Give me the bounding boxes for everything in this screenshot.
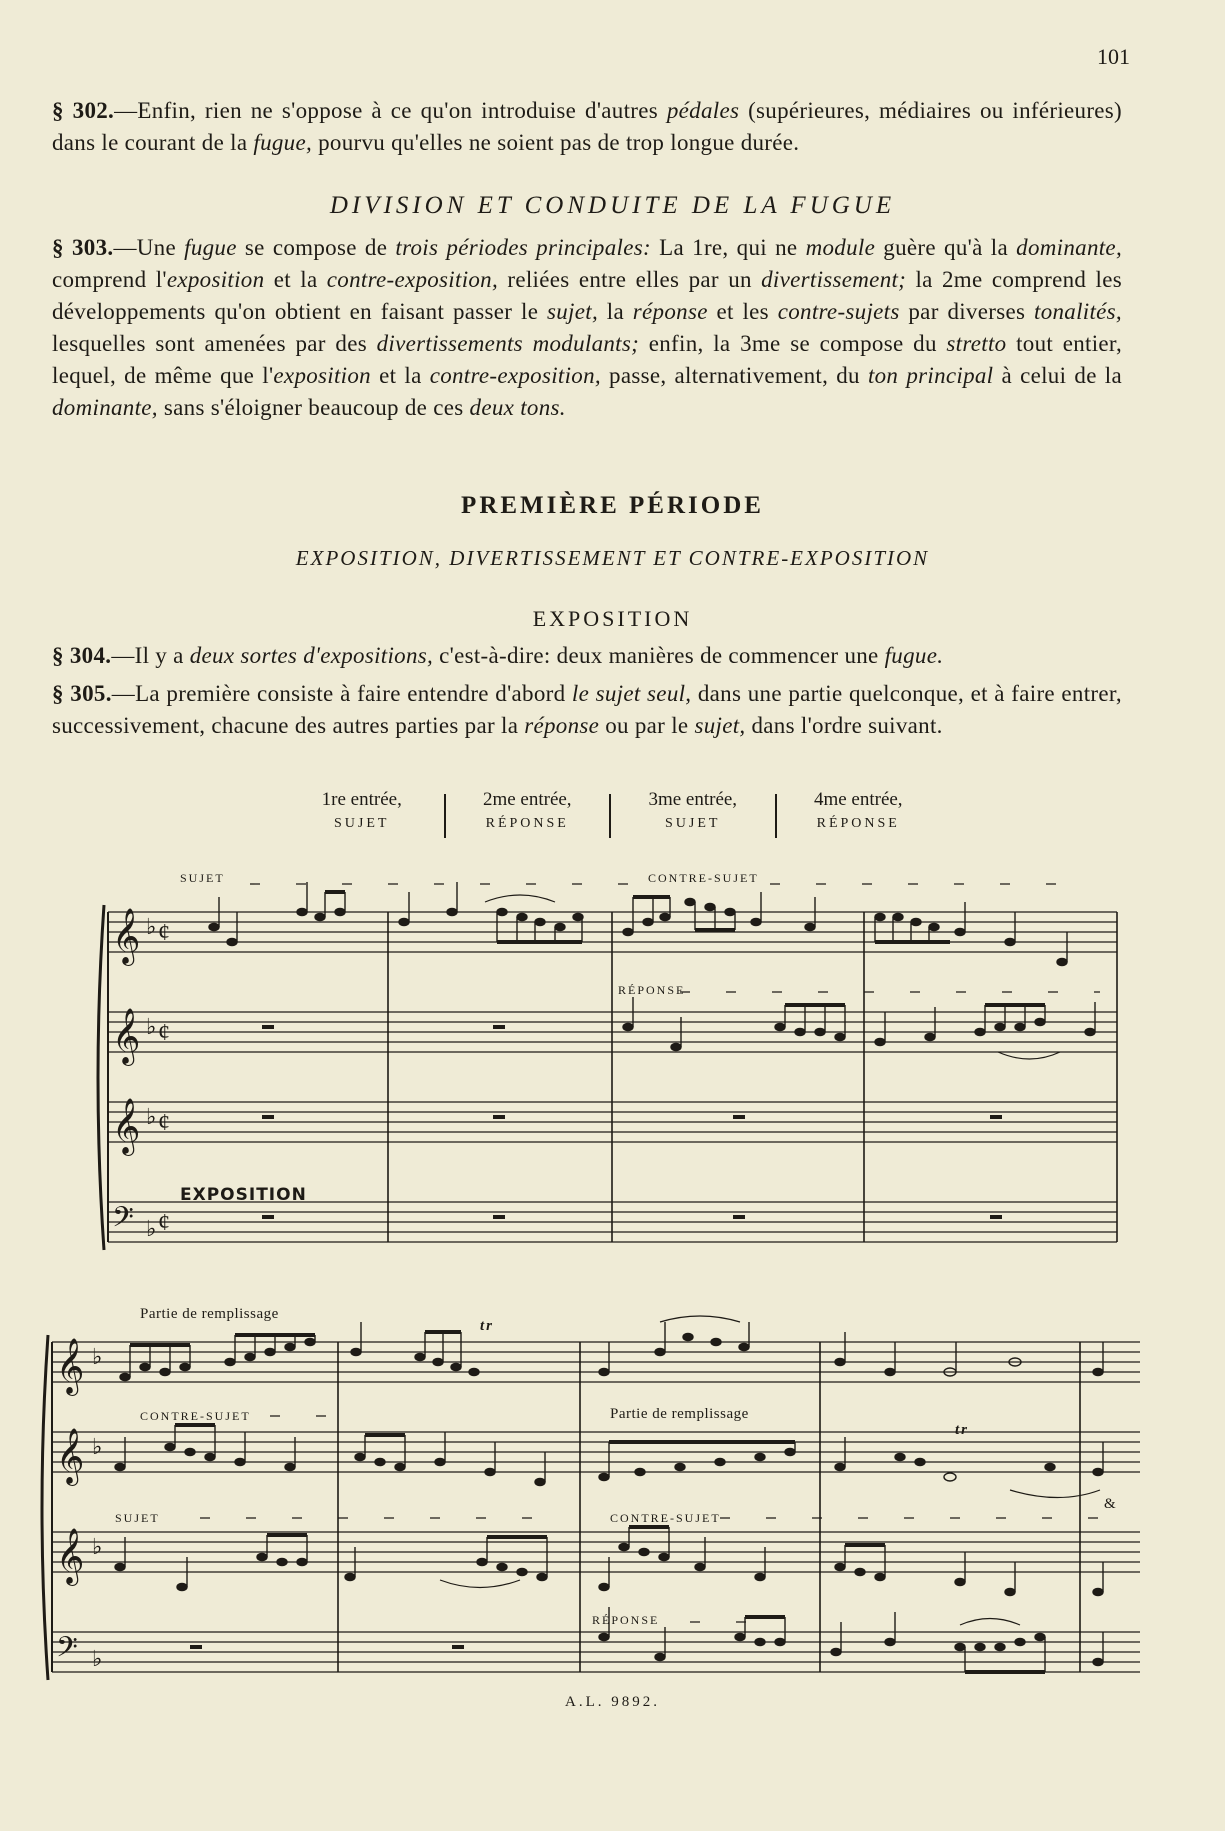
- text: —Il y a: [111, 643, 190, 668]
- label-contre-sujet: CONTRE-SUJET: [140, 1409, 251, 1423]
- section-number: § 305.: [52, 681, 112, 706]
- emphasis: module: [805, 235, 876, 260]
- system-brace: [98, 905, 104, 1250]
- cut-time: ¢: [158, 1110, 170, 1136]
- emphasis: deux tons.: [469, 395, 566, 420]
- emphasis: deux sortes d'expositions,: [189, 643, 434, 668]
- treble-clef: 𝄞: [56, 1340, 85, 1393]
- text: la 2me comprend les développements qu'on obtient en faisant passer le: [52, 267, 1122, 324]
- voice-dashes-system-1: [250, 884, 1100, 992]
- staff-7-lines: [52, 1532, 1140, 1572]
- flat-sign: ♭: [146, 1104, 157, 1129]
- text: et les: [707, 299, 778, 324]
- emphasis: sujet,: [694, 713, 746, 738]
- emphasis: sujet,: [547, 299, 598, 324]
- emphasis: fugue,: [253, 130, 313, 155]
- text: —Enfin, rien ne s'oppose à ce qu'on introduise d'autres: [114, 98, 667, 123]
- cut-time: ¢: [158, 1020, 170, 1046]
- label-contre-sujet: CONTRE-SUJET: [648, 871, 759, 885]
- label-reponse: RÉPONSE: [618, 983, 686, 997]
- key-time-system-1: [146, 914, 170, 1241]
- entry-label: 3me entrée,: [648, 789, 738, 810]
- treble-clef: 𝄞: [112, 1010, 141, 1063]
- text: par diverses: [899, 299, 1034, 324]
- text: guère qu'à la: [875, 235, 1017, 260]
- emphasis: divertissements modulants;: [376, 331, 640, 356]
- trill-mark: tr: [480, 1318, 495, 1334]
- entry-role: RÉPONSE: [485, 816, 569, 831]
- emphasis: réponse: [632, 299, 708, 324]
- cut-time: ¢: [158, 920, 170, 946]
- text: enfin, la 3me se compose du: [639, 331, 947, 356]
- text: sans s'éloigner beaucoup de ces: [157, 395, 470, 420]
- heading-premiere-periode: PREMIÈRE PÉRIODE: [461, 492, 764, 519]
- flat-sign: ♭: [92, 1434, 103, 1459]
- text: et la: [264, 267, 327, 292]
- continuation-mark: &: [1104, 1496, 1118, 1512]
- text: —La première consiste à faire entendre d'abord: [111, 681, 572, 706]
- text: tout entier, lequel, de même que l': [52, 331, 1123, 388]
- text: à celui de la: [993, 363, 1123, 388]
- barlines-system-1: [388, 912, 1117, 1242]
- text: (supérieures, médiaires ou inférieures) dans le courant de la: [52, 98, 1123, 155]
- notes-m1-staff1: [209, 882, 345, 946]
- label-partie-de-remplissage: Partie de remplissage: [140, 1306, 279, 1322]
- flat-sign: ♭: [92, 1344, 103, 1369]
- staff-8-lines: [52, 1632, 1140, 1672]
- text: dans l'ordre suivant.: [745, 713, 943, 738]
- label-partie-de-remplissage: Partie de remplissage: [610, 1406, 749, 1422]
- trill-mark: tr: [955, 1422, 970, 1438]
- text: ou par le: [599, 713, 695, 738]
- heading-division: DIVISION ET CONDUITE DE LA FUGUE: [329, 192, 896, 219]
- notes-m3-staff1: [623, 892, 815, 936]
- entry-role: SUJET: [334, 816, 390, 831]
- section-number: § 304.: [52, 643, 112, 668]
- emphasis: pédales: [666, 98, 740, 123]
- flat-sign: ♭: [146, 1014, 157, 1039]
- clefs-system-1: [112, 909, 140, 1240]
- score-labels: [115, 871, 1118, 1627]
- barlines-system-2: [338, 1342, 1080, 1672]
- bass-clef: 𝄢: [112, 1203, 134, 1240]
- treble-clef: 𝄞: [56, 1430, 85, 1483]
- emphasis: exposition: [273, 363, 371, 388]
- text: la: [598, 299, 633, 324]
- text: La 1re, qui ne: [650, 235, 806, 260]
- flat-sign: ♭: [92, 1534, 103, 1559]
- text: lesquelles sont amenées par des: [52, 331, 377, 356]
- notes-staff7: [115, 1527, 1103, 1596]
- emphasis: divertissement;: [761, 267, 907, 292]
- label-sujet: SUJET: [180, 871, 225, 885]
- emphasis: exposition: [166, 267, 265, 292]
- label-sujet: SUJET: [115, 1511, 160, 1525]
- treble-clef: 𝄞: [112, 1100, 141, 1153]
- section-number: § 302.: [52, 98, 115, 123]
- label-exposition: EXPOSITION: [180, 1185, 307, 1205]
- text: et la: [370, 363, 430, 388]
- entry-label: 2me entrée,: [482, 789, 572, 810]
- section-number: § 303.: [52, 235, 114, 260]
- label-contre-sujet: CONTRE-SUJET: [610, 1511, 721, 1525]
- emphasis: tonalités,: [1034, 299, 1122, 324]
- emphasis: dominante,: [52, 395, 158, 420]
- notes-system-1: [209, 882, 1095, 1051]
- emphasis: fugue: [184, 235, 237, 260]
- emphasis: contre-exposition,: [429, 363, 601, 388]
- emphasis: fugue.: [884, 643, 944, 668]
- entry-label: 4me entrée,: [813, 789, 903, 810]
- flat-sign: ♭: [92, 1646, 103, 1671]
- bass-clef: 𝄢: [56, 1633, 78, 1670]
- staff-5-lines: [52, 1342, 1140, 1382]
- text: —Une: [113, 235, 185, 260]
- heading-exposition-divertissement: EXPOSITION, DIVERTISSEMENT ET CONTRE-EXPOSITION: [295, 546, 930, 570]
- emphasis: contre-sujets: [777, 299, 900, 324]
- text: se compose de: [236, 235, 396, 260]
- entry-role: SUJET: [665, 816, 721, 831]
- heading-exposition: EXPOSITION: [532, 606, 693, 631]
- system-brace: [42, 1335, 48, 1680]
- emphasis: stretto: [946, 331, 1007, 356]
- emphasis: ton principal: [867, 363, 994, 388]
- emphasis: contre-exposition,: [326, 267, 499, 292]
- text: dans une partie quelconque, et à faire entrer, successivement, chacune des autres parties par la: [52, 681, 1122, 738]
- score-system-2: [42, 1335, 1140, 1680]
- emphasis: trois périodes principales:: [395, 235, 651, 260]
- treble-clef: 𝄞: [56, 1530, 85, 1583]
- flat-sign: ♭: [146, 1216, 157, 1241]
- plate-number: A.L. 9892.: [565, 1694, 660, 1710]
- text: comprend l': [52, 267, 167, 292]
- text: pourvu qu'elles ne soient pas de trop longue durée.: [312, 130, 800, 155]
- clefs-system-2: [56, 1339, 102, 1671]
- label-reponse: RÉPONSE: [592, 1613, 660, 1627]
- text: passe, alternativement, du: [600, 363, 868, 388]
- entry-role: RÉPONSE: [816, 816, 900, 831]
- emphasis: dominante,: [1016, 235, 1122, 260]
- emphasis: réponse: [524, 713, 600, 738]
- treble-clef: 𝄞: [112, 910, 141, 963]
- text: reliées entre elles par un: [498, 267, 762, 292]
- page-number: 101: [1097, 44, 1130, 69]
- text: c'est-à-dire: deux manières de commencer une: [433, 643, 885, 668]
- entry-label: 1re entrée,: [321, 789, 402, 810]
- emphasis: le sujet seul,: [571, 681, 692, 706]
- flat-sign: ♭: [146, 914, 157, 939]
- cut-time: ¢: [158, 1210, 170, 1236]
